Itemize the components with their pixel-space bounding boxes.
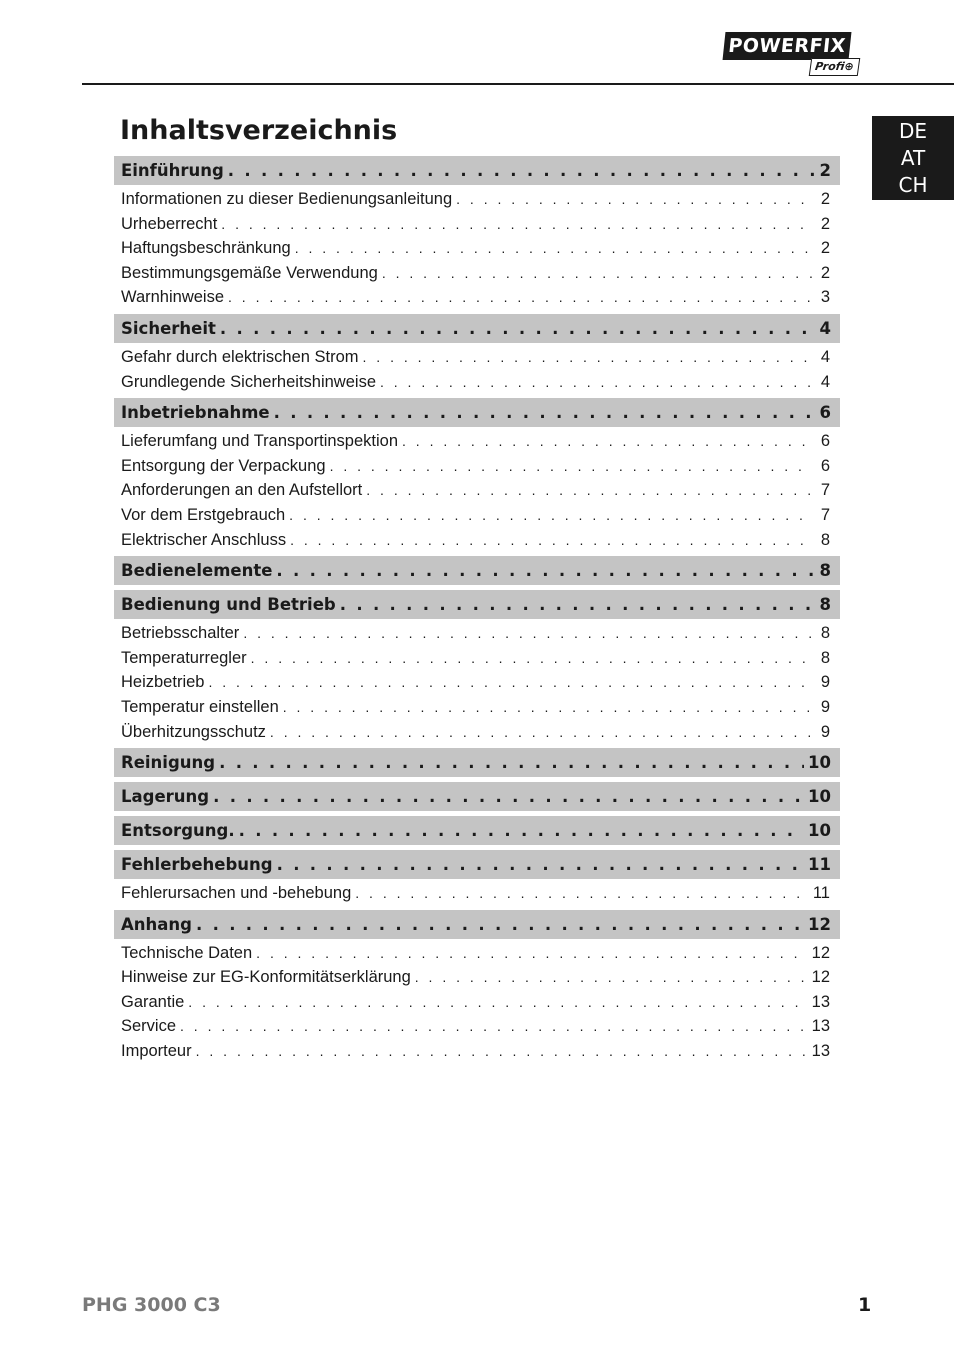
toc-item[interactable] [114, 528, 840, 553]
toc-item[interactable] [114, 646, 840, 671]
toc-leader [415, 965, 806, 990]
toc-item[interactable] [114, 285, 840, 310]
toc-section-title: Fehlerbehebung [121, 855, 273, 875]
toc-section[interactable] [114, 910, 840, 939]
toc-item-page: 13 [811, 1017, 830, 1036]
toc-section[interactable] [114, 590, 840, 619]
toc-item-label: Entsorgung der Verpackung [121, 456, 326, 475]
toc-item-page: 11 [812, 884, 830, 903]
toc-item-label: Überhitzungsschutz [121, 722, 266, 741]
toc-leader [219, 748, 804, 777]
toc-section-title: Bedienelemente [121, 561, 273, 581]
toc-section[interactable] [114, 398, 840, 427]
logo-wordmark: POWERFIX [723, 32, 852, 60]
toc-item[interactable] [114, 454, 840, 479]
toc-section-page: 10 [808, 821, 831, 841]
lang-at: AT [900, 146, 926, 170]
toc-leader [180, 1014, 806, 1039]
toc-item-page: 7 [820, 505, 830, 524]
toc-section[interactable] [114, 156, 840, 185]
toc-item-page: 2 [820, 214, 830, 233]
toc-section-page: 4 [819, 318, 831, 338]
toc-item-label: Bestimmungsgemäße Verwendung [121, 263, 378, 282]
toc-item-list [114, 939, 840, 1068]
toc-item[interactable] [114, 187, 840, 212]
lang-ch: CH [898, 173, 928, 197]
toc-item-page: 9 [820, 722, 830, 741]
toc-item[interactable] [114, 621, 840, 646]
toc-item-page: 6 [820, 432, 830, 451]
toc-item-page: 8 [820, 648, 830, 667]
toc-leader [330, 454, 812, 479]
toc-item[interactable] [114, 370, 840, 395]
toc-section[interactable] [114, 850, 840, 879]
toc-item[interactable] [114, 965, 840, 990]
toc-item-page: 9 [820, 697, 830, 716]
toc-section[interactable] [114, 314, 840, 343]
toc-leader [402, 429, 812, 454]
toc-section-title: Entsorgung. [121, 821, 235, 841]
toc-item[interactable] [114, 720, 840, 745]
toc-item[interactable] [114, 1014, 840, 1039]
toc-section-title: Inbetriebnahme [121, 403, 270, 423]
toc-leader [213, 782, 804, 811]
toc-section-page: 8 [819, 595, 831, 615]
toc-item[interactable] [114, 990, 840, 1015]
toc-item[interactable] [114, 695, 840, 720]
toc-section[interactable] [114, 556, 840, 585]
toc-leader [221, 212, 812, 237]
toc-item-page: 2 [820, 190, 830, 208]
toc-section-page: 11 [808, 855, 831, 875]
toc-section-page: 8 [819, 561, 831, 581]
toc-leader [196, 910, 804, 939]
lang-de: DE [898, 119, 928, 143]
toc-item-label: Gefahr durch elektrischen Strom [121, 347, 359, 366]
language-tab [872, 116, 954, 200]
toc-item-page: 6 [820, 456, 830, 475]
toc-leader [276, 556, 815, 585]
toc-leader [355, 881, 807, 906]
toc-leader [220, 314, 816, 343]
toc-leader [295, 236, 812, 261]
toc-item-label: Urheberrecht [121, 214, 218, 233]
toc-item-page: 2 [820, 263, 830, 282]
toc-item-page: 13 [811, 992, 830, 1011]
page-title: Inhaltsverzeichnis [120, 115, 398, 146]
toc-item[interactable] [114, 503, 840, 528]
toc-item-page: 4 [820, 347, 830, 366]
toc-leader [277, 850, 804, 879]
toc-item-label: Temperatur einstellen [121, 697, 279, 716]
toc-item-label: Warnhinweise [121, 288, 225, 307]
toc-section-title: Sicherheit [121, 318, 216, 338]
toc-item-label: Garantie [121, 992, 185, 1011]
toc-item-label: Haftungsbeschränkung [121, 239, 291, 258]
toc-leader [251, 646, 812, 671]
toc-item-label: Hinweise zur EG-Konformitätserklärung [121, 968, 411, 987]
toc-section-title: Anhang [121, 914, 192, 934]
toc-item[interactable] [114, 429, 840, 454]
toc-item[interactable] [114, 212, 840, 237]
toc-leader [380, 370, 812, 395]
toc-item-label: Lieferumfang und Transportinspektion [121, 432, 399, 451]
toc-item-page: 13 [811, 1042, 830, 1061]
toc-item-label: Heizbetrieb [121, 673, 205, 692]
toc-item-label: Service [121, 1017, 177, 1036]
toc-leader [456, 187, 812, 212]
toc-item[interactable] [114, 345, 840, 370]
toc-leader [188, 990, 805, 1015]
toc-item-label: Vor dem Erstgebrauch [121, 505, 286, 524]
toc-item-label: Anforderungen an den Aufstellort [121, 481, 363, 500]
toc-item-label: Elektrischer Anschluss [121, 530, 287, 549]
toc-item[interactable] [114, 881, 840, 906]
toc-leader [239, 816, 804, 845]
toc-leader [208, 670, 812, 695]
toc-section-title: Bedienung und Betrieb [121, 595, 336, 615]
toc-leader [363, 345, 812, 370]
toc-section-page: 12 [808, 914, 831, 934]
toc-leader [256, 941, 805, 966]
toc-item-label: Betriebsschalter [121, 624, 240, 643]
logo-profi-badge: Profi⊕ [809, 58, 860, 76]
header-rule [82, 83, 954, 85]
toc-item[interactable] [114, 236, 840, 261]
toc-item-page: 9 [820, 673, 830, 692]
toc-leader [228, 285, 812, 310]
toc-leader [228, 156, 816, 185]
toc-item[interactable] [114, 1039, 840, 1064]
toc-leader [270, 720, 812, 745]
toc-item[interactable] [114, 261, 840, 286]
toc-section[interactable] [114, 748, 840, 777]
toc-item-page: 2 [820, 239, 830, 258]
toc-section[interactable] [114, 782, 840, 811]
toc-leader [340, 590, 816, 619]
toc-item-label: Grundlegende Sicherheitshinweise [121, 372, 376, 391]
toc-leader [290, 528, 812, 553]
toc-leader [382, 261, 812, 286]
toc-item[interactable] [114, 478, 840, 503]
footer-page-number: 1 [858, 1294, 872, 1316]
toc-item-page: 8 [820, 624, 830, 643]
toc-item-page: 12 [811, 968, 830, 987]
toc-item-page: 7 [820, 481, 830, 500]
toc-section-page: 6 [819, 403, 831, 423]
table-of-contents [114, 156, 840, 1068]
toc-item-label: Importeur [121, 1042, 192, 1061]
toc-item-page: 12 [811, 943, 830, 962]
toc-section-title: Lagerung [121, 787, 210, 807]
toc-item-label: Informationen zu dieser Bedienungsanleitung [121, 190, 453, 208]
toc-section-title: Einführung [121, 161, 224, 180]
toc-item-page: 3 [820, 288, 830, 307]
toc-section-page: 2 [819, 161, 831, 180]
toc-item-list [114, 185, 840, 314]
toc-item-list [114, 343, 840, 398]
toc-item-page: 8 [820, 530, 830, 549]
toc-item-page: 4 [820, 372, 830, 391]
toc-leader [196, 1039, 806, 1064]
footer-model: PHG 3000 C3 [82, 1294, 221, 1316]
toc-item-list [114, 619, 840, 748]
toc-leader [289, 503, 812, 528]
toc-leader [283, 695, 812, 720]
toc-section-page: 10 [808, 787, 831, 807]
toc-leader [243, 621, 812, 646]
toc-leader [366, 478, 812, 503]
toc-item[interactable] [114, 670, 840, 695]
toc-item-label: Technische Daten [121, 943, 253, 962]
toc-section[interactable] [114, 816, 840, 845]
toc-section-title: Reinigung [121, 753, 216, 773]
toc-leader [274, 398, 816, 427]
powerfix-logo [724, 32, 872, 76]
toc-item-label: Fehlerursachen und -behebung [121, 884, 352, 903]
toc-item-list [114, 879, 840, 910]
toc-item[interactable] [114, 941, 840, 966]
toc-item-list [114, 427, 840, 556]
toc-item-label: Temperaturregler [121, 648, 247, 667]
toc-section-page: 10 [808, 753, 831, 773]
